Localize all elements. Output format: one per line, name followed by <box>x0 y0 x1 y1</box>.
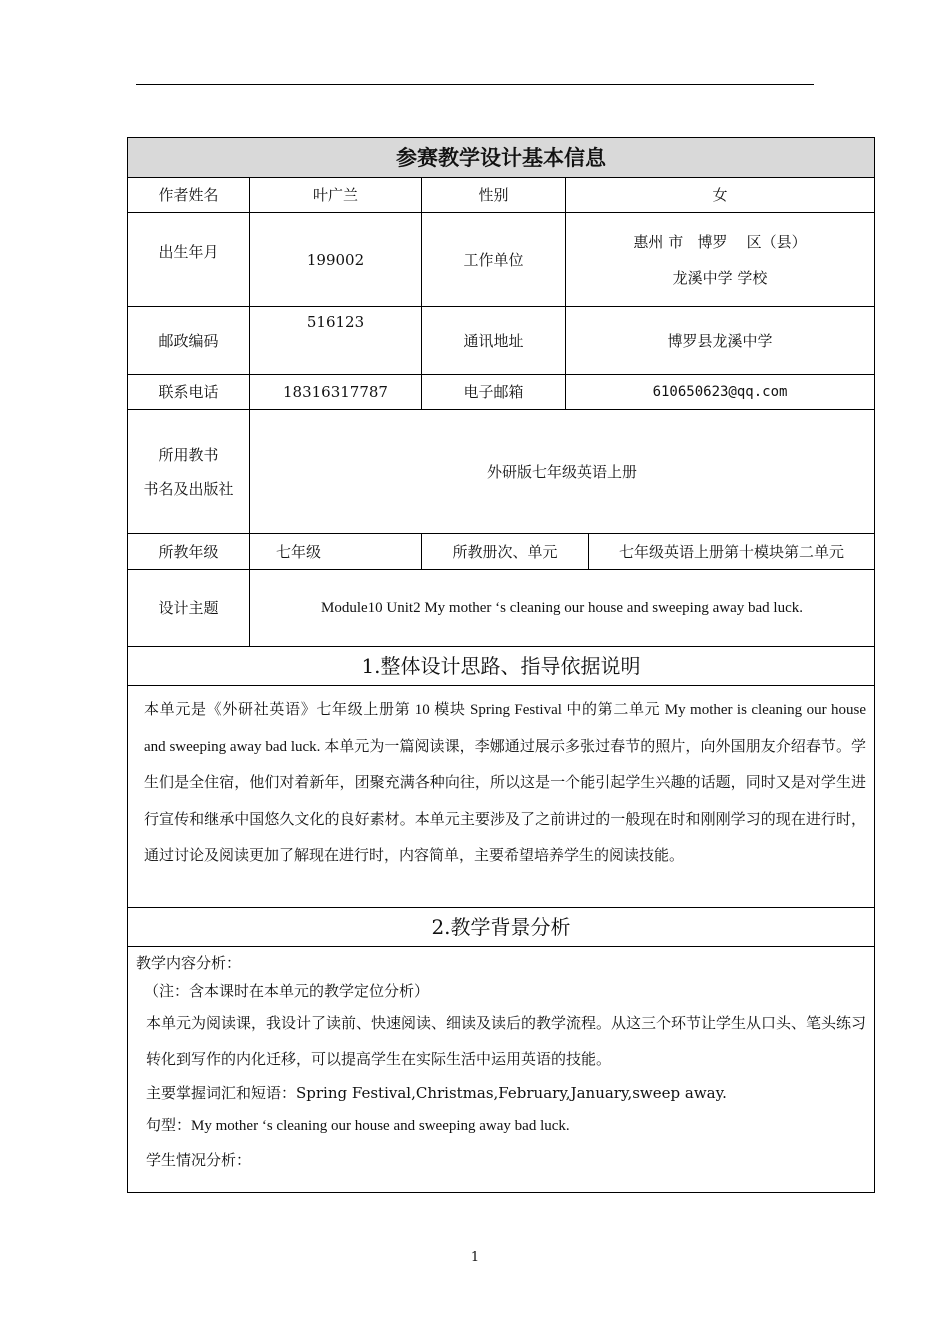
email-value: 610650623@qq.com <box>652 384 788 400</box>
address-value: 博罗县龙溪中学 <box>667 331 773 350</box>
author-row <box>128 178 874 213</box>
section2-heading: 2.教学背景分析 <box>431 915 571 939</box>
birth-value: 199002 <box>250 213 422 306</box>
section2-body <box>128 947 874 1192</box>
section1-heading-row <box>128 647 874 686</box>
content-analysis-label: 教学内容分析： <box>136 954 242 972</box>
zip-row <box>128 307 874 375</box>
phone-label: 联系电话 <box>128 375 250 409</box>
theme-label: 设计主题 <box>128 570 250 646</box>
birth-label: 出生年月 <box>128 213 250 306</box>
theme-value: Module10 Unit2 My mother ‘s cleaning our house and sweeping away bad luck. <box>321 600 803 616</box>
phone-row <box>128 375 874 410</box>
sentence-pattern-line: 句型：My mother ‘s cleaning our house and sweeping away bad luck. <box>146 1118 570 1134</box>
section1-heading: 1.整体设计思路、指导依据说明 <box>361 654 641 678</box>
section1-text: 本单元是《外研社英语》七年级上册第 10 模块 Spring Festival 中的第二单元 My mother is cleaning our house and sweeping away bad luck. 本单元为一篇阅读课，李娜通过展示多张过春节的照片，向外国朋友介绍春节。学生们是全住宿，他们对着新年，团聚充满各种向往，所以这是一个能引起学生兴趣的话题，同时又是对学生进行宣传和继承中国悠久文化的良好素材。本单元主要涉及了之前讲过的一般现在时和刚刚学习的现在进行时，通过讨论及阅读更加了解现在进行时，内容简单，主要希望培养学生的阅读技能。 <box>144 702 866 864</box>
unit-label: 工作单位 <box>422 213 566 306</box>
info-form <box>127 137 875 1193</box>
section2-body-row <box>128 947 874 1192</box>
theme-row <box>128 570 874 647</box>
birth-row <box>128 213 874 307</box>
textbook-label-line1: 所用教书 <box>158 445 219 464</box>
gender-value: 女 <box>712 186 728 204</box>
form-title: 参赛教学设计基本信息 <box>396 145 606 170</box>
textbook-label-line2: 书名及出版社 <box>143 479 234 498</box>
grade-value: 七年级 <box>250 534 422 569</box>
textbook-row <box>128 410 874 534</box>
student-analysis-label: 学生情况分析： <box>146 1151 252 1169</box>
section1-body-row <box>128 686 874 908</box>
author-value: 叶广兰 <box>250 178 422 212</box>
header-rule <box>136 84 814 85</box>
volume-value: 七年级英语上册第十模块第二单元 <box>618 542 844 561</box>
zip-value: 516123 <box>250 307 422 374</box>
author-label: 作者姓名 <box>128 178 250 212</box>
textbook-value: 外研版七年级英语上册 <box>486 462 637 481</box>
positioning-note: （注：含本课时在本单元的教学定位分析） <box>144 982 430 1000</box>
content-analysis-text: 本单元为阅读课，我设计了读前、快速阅读、细读及读后的教学流程。从这三个环节让学生从口头、笔头练习转化到写作的内化迁移，可以提高学生在实际生活中运用英语的技能。 <box>146 1014 867 1068</box>
phone-value: 18316317787 <box>250 375 422 409</box>
grade-label: 所教年级 <box>128 534 250 569</box>
unit-school: 龙溪中学 学校 <box>672 268 768 287</box>
form-title-row <box>128 138 874 178</box>
address-label: 通讯地址 <box>422 307 566 374</box>
volume-label: 所教册次、单元 <box>422 534 589 569</box>
vocabulary-line: 主要掌握词汇和短语：Spring Festival,Christmas,February,January,sweep away. <box>146 1084 727 1102</box>
unit-value <box>566 213 874 306</box>
zip-label: 邮政编码 <box>128 307 250 374</box>
textbook-label <box>128 410 250 533</box>
grade-row <box>128 534 874 570</box>
email-label: 电子邮箱 <box>422 375 566 409</box>
unit-city: 惠州 市 博罗 区（县） <box>633 232 807 251</box>
page-number: 1 <box>470 1250 480 1265</box>
section2-heading-row <box>128 908 874 947</box>
gender-label: 性别 <box>422 178 566 212</box>
